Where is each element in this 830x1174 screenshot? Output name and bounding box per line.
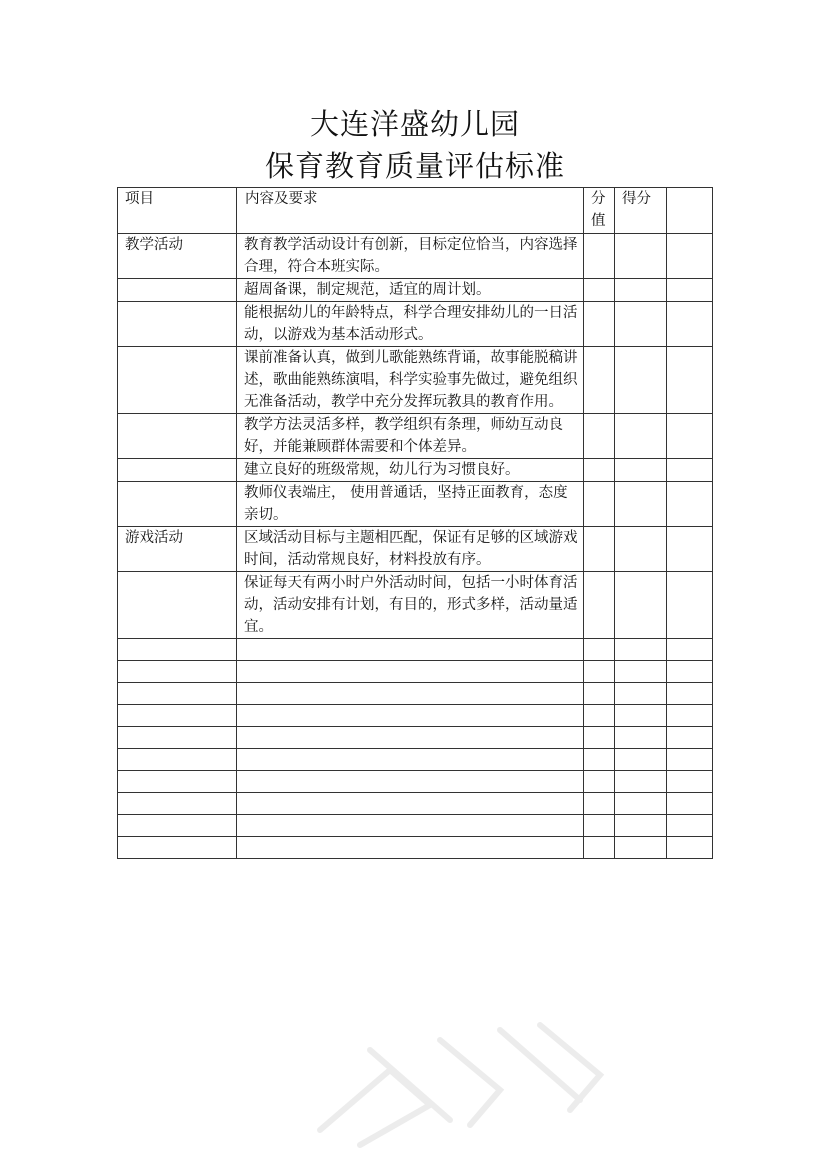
row-extra-cell xyxy=(667,727,713,749)
empty-table-row xyxy=(118,837,713,859)
row-got-cell xyxy=(615,572,667,639)
row-extra-cell xyxy=(667,302,713,347)
row-item xyxy=(118,414,237,459)
row-score-cell xyxy=(584,661,615,683)
row-score-cell xyxy=(584,683,615,705)
empty-table-row xyxy=(118,683,713,705)
table-row xyxy=(118,234,713,279)
table-row xyxy=(118,572,713,639)
row-content: 教师仪表端庄， 使用普通话，坚持正面教育，态度亲切。 xyxy=(237,482,584,527)
table-row xyxy=(118,459,713,482)
empty-table-row xyxy=(118,705,713,727)
table-row xyxy=(118,527,713,572)
row-item: 教学活动 xyxy=(118,234,237,279)
row-item-cell xyxy=(118,683,237,705)
row-item xyxy=(118,482,237,527)
row-content: 教育教学活动设计有创新，目标定位恰当，内容选择合理，符合本班实际。 xyxy=(237,234,584,279)
table-header-row xyxy=(118,188,713,234)
table-row xyxy=(118,414,713,459)
header-extra xyxy=(667,188,713,234)
table-row xyxy=(118,279,713,302)
row-content-cell xyxy=(237,749,584,771)
row-item-cell xyxy=(118,639,237,661)
row-score-cell xyxy=(584,749,615,771)
row-extra-cell xyxy=(667,837,713,859)
empty-table-row xyxy=(118,639,713,661)
title-line-2: 保育教育质量评估标准 xyxy=(264,149,565,183)
header-content: 内容及要求 xyxy=(237,188,584,234)
row-score-cell xyxy=(584,279,615,302)
row-extra-cell xyxy=(667,459,713,482)
row-item xyxy=(118,347,237,414)
row-item-cell xyxy=(118,793,237,815)
row-extra-cell xyxy=(667,414,713,459)
table-row xyxy=(118,302,713,347)
row-got-cell xyxy=(615,482,667,527)
row-got-cell xyxy=(615,749,667,771)
header-got: 得分 xyxy=(615,188,667,234)
row-content-cell xyxy=(237,793,584,815)
evaluation-table xyxy=(117,187,713,859)
row-extra-cell xyxy=(667,639,713,661)
row-got-cell xyxy=(615,705,667,727)
row-content-cell xyxy=(237,837,584,859)
row-item: 游戏活动 xyxy=(118,527,237,572)
row-got-cell xyxy=(615,234,667,279)
row-content-cell xyxy=(237,705,584,727)
row-content: 能根据幼儿的年龄特点，科学合理安排幼儿的一日活动，以游戏为基本活动形式。 xyxy=(237,302,584,347)
row-item-cell xyxy=(118,771,237,793)
row-got-cell xyxy=(615,414,667,459)
empty-table-row xyxy=(118,661,713,683)
row-score-cell xyxy=(584,793,615,815)
row-score-cell xyxy=(584,705,615,727)
row-extra-cell xyxy=(667,749,713,771)
row-item xyxy=(118,302,237,347)
row-score-cell xyxy=(584,347,615,414)
row-score-cell xyxy=(584,771,615,793)
row-score-cell xyxy=(584,414,615,459)
row-got-cell xyxy=(615,347,667,414)
empty-rows xyxy=(118,639,713,859)
row-extra-cell xyxy=(667,482,713,527)
row-extra-cell xyxy=(667,347,713,414)
row-item-cell xyxy=(118,815,237,837)
row-content: 建立良好的班级常规，幼儿行为习惯良好。 xyxy=(237,459,584,482)
row-content-cell xyxy=(237,815,584,837)
row-got-cell xyxy=(615,661,667,683)
watermark-stamp-icon xyxy=(300,1010,620,1150)
row-score-cell xyxy=(584,459,615,482)
row-item-cell xyxy=(118,749,237,771)
title-line-1: 大连洋盛幼儿园 xyxy=(309,107,520,141)
row-got-cell xyxy=(615,727,667,749)
row-score-cell xyxy=(584,837,615,859)
row-got-cell xyxy=(615,459,667,482)
empty-table-row xyxy=(118,727,713,749)
empty-table-row xyxy=(118,815,713,837)
row-got-cell xyxy=(615,837,667,859)
row-item-cell xyxy=(118,727,237,749)
row-score-cell xyxy=(584,572,615,639)
row-content-cell xyxy=(237,683,584,705)
row-score-cell xyxy=(584,302,615,347)
table-row xyxy=(118,347,713,414)
row-score-cell xyxy=(584,482,615,527)
row-content: 超周备课，制定规范，适宜的周计划。 xyxy=(237,279,584,302)
row-content-cell xyxy=(237,727,584,749)
empty-table-row xyxy=(118,771,713,793)
row-extra-cell xyxy=(667,572,713,639)
row-extra-cell xyxy=(667,705,713,727)
row-item xyxy=(118,459,237,482)
row-got-cell xyxy=(615,815,667,837)
row-got-cell xyxy=(615,683,667,705)
row-extra-cell xyxy=(667,661,713,683)
row-score-cell xyxy=(584,815,615,837)
row-extra-cell xyxy=(667,527,713,572)
row-got-cell xyxy=(615,793,667,815)
row-got-cell xyxy=(615,639,667,661)
row-item xyxy=(118,279,237,302)
row-extra-cell xyxy=(667,279,713,302)
header-item: 项目 xyxy=(118,188,237,234)
row-score-cell xyxy=(584,727,615,749)
row-item-cell xyxy=(118,661,237,683)
row-extra-cell xyxy=(667,793,713,815)
row-item xyxy=(118,572,237,639)
table-row xyxy=(118,482,713,527)
row-content: 教学方法灵活多样，教学组织有条理，师幼互动良好，并能兼顾群体需要和个体差异。 xyxy=(237,414,584,459)
row-extra-cell xyxy=(667,234,713,279)
empty-table-row xyxy=(118,749,713,771)
row-extra-cell xyxy=(667,683,713,705)
row-content-cell xyxy=(237,771,584,793)
row-content-cell xyxy=(237,639,584,661)
row-got-cell xyxy=(615,302,667,347)
header-score: 分值 xyxy=(584,188,615,234)
row-content: 课前准备认真，做到儿歌能熟练背诵，故事能脱稿讲述，歌曲能熟练演唱，科学实验事先做过，避免组织无准备活动，教学中充分发挥玩教具的教育作用。 xyxy=(237,347,584,414)
row-got-cell xyxy=(615,771,667,793)
row-got-cell xyxy=(615,527,667,572)
row-extra-cell xyxy=(667,815,713,837)
row-content: 区域活动目标与主题相匹配，保证有足够的区域游戏时间，活动常规良好，材料投放有序。 xyxy=(237,527,584,572)
row-item-cell xyxy=(118,705,237,727)
row-item-cell xyxy=(118,837,237,859)
row-extra-cell xyxy=(667,771,713,793)
empty-table-row xyxy=(118,793,713,815)
row-got-cell xyxy=(615,279,667,302)
row-score-cell xyxy=(584,639,615,661)
row-score-cell xyxy=(584,234,615,279)
row-content-cell xyxy=(237,661,584,683)
row-content: 保证每天有两小时户外活动时间，包括一小时体育活动，活动安排有计划，有目的，形式多样，活动量适宜。 xyxy=(237,572,584,639)
row-score-cell xyxy=(584,527,615,572)
